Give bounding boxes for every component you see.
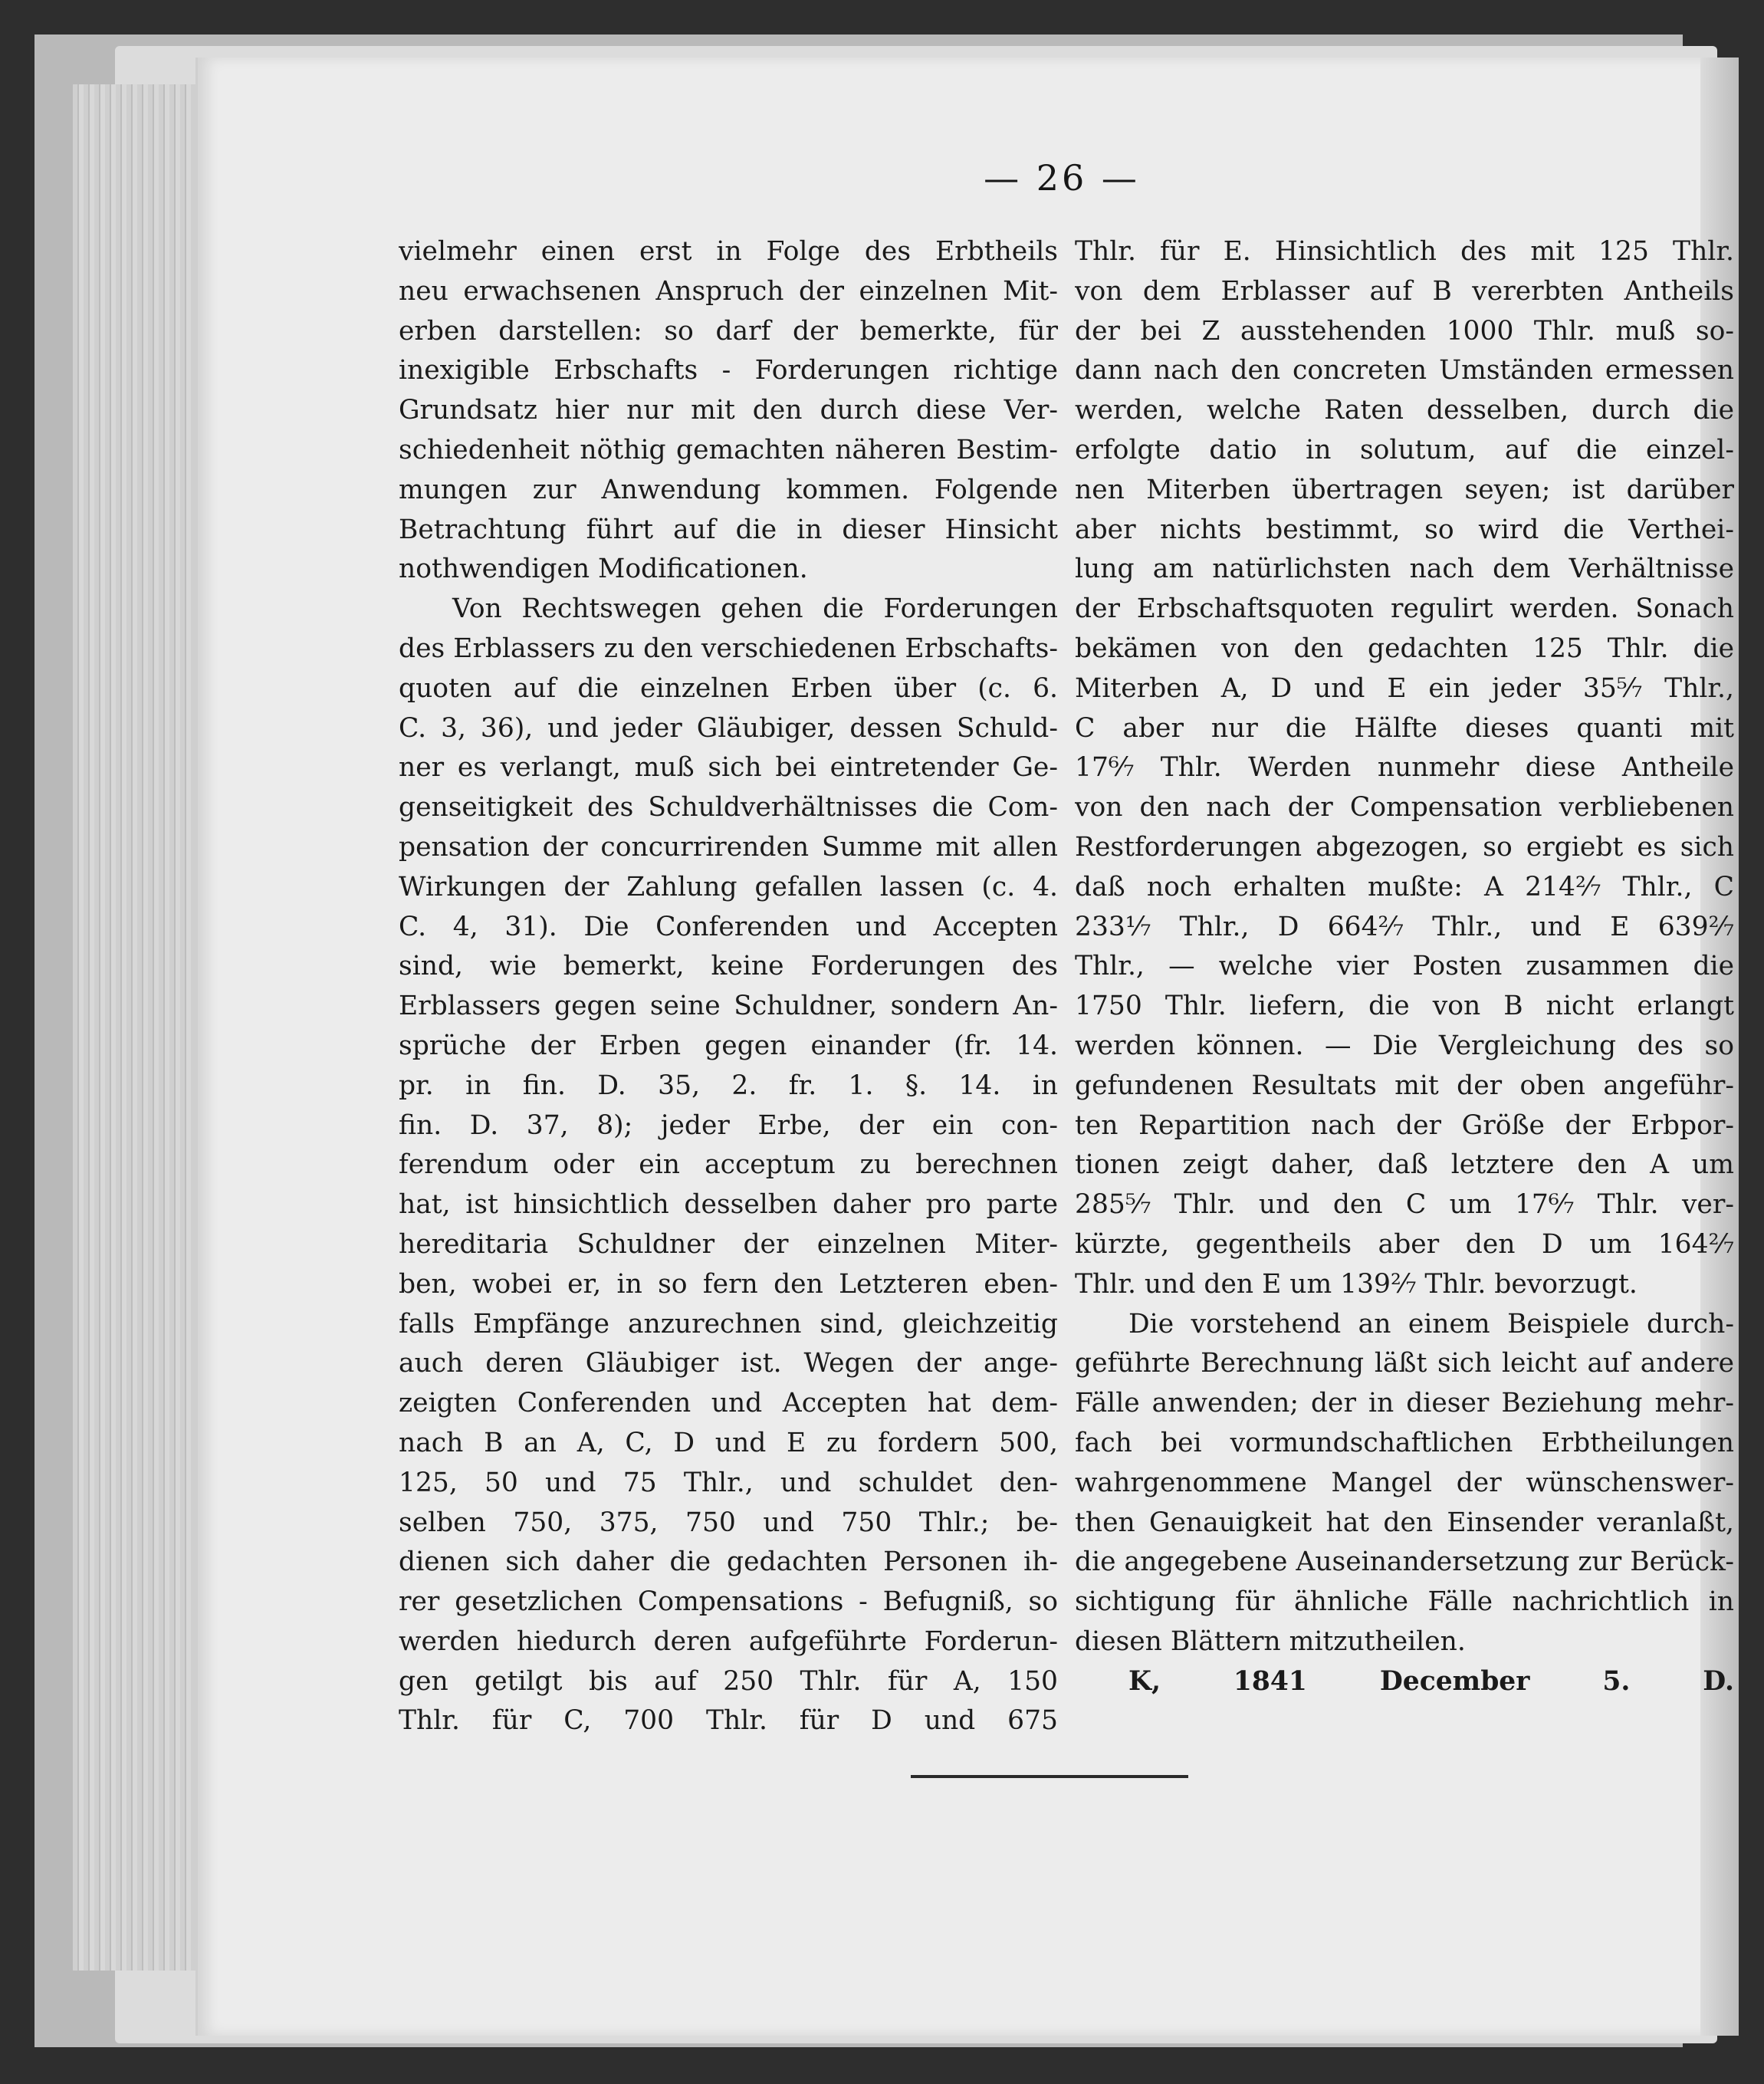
text-line: nen Miterben übertragen seyen; ist darüber [1075,474,1734,505]
text-line: sind, wie bemerkt, keine Forderungen des [399,951,1058,982]
text-line: genseitigkeit des Schuldverhältnisses die Com- [399,792,1058,823]
closing-rule [911,1775,1188,1778]
text-line: Die vorstehend an einem Beispiele durch- [1128,1308,1734,1339]
text-line: falls Empfänge anzurechnen sind, gleichzeitig [399,1308,1058,1339]
text-line: werden können. — Die Vergleichung des so [1075,1030,1734,1061]
text-line: werden, welche Raten desselben, durch die [1075,395,1734,426]
text-line: der bei Z ausstehenden 1000 Thlr. muß so- [1075,315,1734,347]
text-line: des Erblassers zu den verschiedenen Erbschafts- [399,633,1058,664]
text-line: Thlr. für C, 700 Thlr. für D und 675 [399,1705,1058,1737]
text-line: kürzte, gegentheils aber den D um 164²⁄₇ [1075,1228,1734,1260]
text-line: schiedenheit nöthig gemachten näheren Bestim- [399,434,1058,465]
text-line: sichtigung für ähnliche Fälle nachrichtlich in [1075,1586,1734,1618]
text-line: 285⁵⁄₇ Thlr. und den C um 17⁶⁄₇ Thlr. ver- [1075,1189,1734,1221]
text-line: gefundenen Resultats mit der oben angeführ- [1075,1070,1734,1101]
text-line: gen getilgt bis auf 250 Thlr. für A, 150 [399,1665,1058,1697]
text-line: pr. in fin. D. 35, 2. fr. 1. §. 14. in [399,1070,1058,1101]
text-line: Thlr. für E. Hinsichtlich des mit 125 Thlr. [1075,236,1734,267]
text-line: rer gesetzlichen Compensations - Befugniß, so [399,1586,1058,1618]
text-line: 1750 Thlr. liefern, die von B nicht erlangt [1075,991,1734,1022]
text-line: sprüche der Erben gegen einander (fr. 14. [399,1030,1058,1061]
text-line: von den nach der Compensation verbliebenen [1075,792,1734,823]
text-line: ben, wobei er, in so fern den Letzteren eben- [399,1268,1058,1300]
text-line: ten Repartition nach der Größe der Erbpor- [1075,1109,1734,1141]
text-line: lung am natürlichsten nach dem Verhältnisse [1075,554,1734,585]
text-line: nothwendigen Modificationen. [399,554,808,585]
text-line: pensation der concurrirenden Summe mit allen [399,831,1058,863]
text-line: Von Rechtswegen gehen die Forderungen [452,593,1058,625]
text-line: dann nach den concreten Umständen ermessen [1075,355,1734,386]
text-line: wahrgenommene Mangel der wünschenswer- [1075,1467,1734,1498]
text-line: erben darstellen: so darf der bemerkte, für [399,315,1058,347]
text-line: Fälle anwenden; der in dieser Beziehung mehr- [1075,1388,1734,1419]
text-line: von dem Erblasser auf B vererbten Antheils [1075,275,1734,307]
text-line: hereditaria Schuldner der einzelnen Miter- [399,1228,1058,1260]
text-line: C. 4, 31). Die Conferenden und Accepten [399,911,1058,942]
text-line: neu erwachsenen Anspruch der einzelnen Mit- [399,275,1058,307]
text-line: Wirkungen der Zahlung gefallen lassen (c. 4. [399,871,1058,902]
text-line: geführte Berechnung läßt sich leicht auf andere [1075,1348,1734,1379]
text-line: die angegebene Auseinandersetzung zur Berück- [1075,1547,1734,1578]
text-line: C. 3, 36), und jeder Gläubiger, dessen Schuld- [399,712,1058,744]
text-line: selben 750, 375, 750 und 750 Thlr.; be- [399,1507,1058,1538]
page-stack-edge [73,84,195,1971]
text-line: quoten auf die einzelnen Erben über (c. 6. [399,672,1058,704]
signature-line: K, 1841 December 5. D. [1128,1665,1734,1697]
text-line: Grundsatz hier nur mit den durch diese Ver- [399,395,1058,426]
text-line: 233¹⁄₇ Thlr., D 664²⁄₇ Thlr., und E 639²⁄₇ [1075,911,1734,942]
text-line: 125, 50 und 75 Thlr., und schuldet den- [399,1467,1058,1498]
text-line: C aber nur die Hälfte dieses quanti mit [1075,712,1734,744]
text-line: fin. D. 37, 8); jeder Erbe, der ein con- [399,1109,1058,1141]
text-line: diesen Blättern mitzutheilen. [1075,1625,1466,1657]
text-line: Erblassers gegen seine Schuldner, sondern An- [399,991,1058,1022]
text-line: Thlr., — welche vier Posten zusammen die [1075,951,1734,982]
text-line: ner es verlangt, muß sich bei eintretender Ge- [399,752,1058,784]
text-line: daß noch erhalten mußte: A 214²⁄₇ Thlr., C [1075,871,1734,902]
text-line: hat, ist hinsichtlich desselben daher pro parte [399,1189,1058,1221]
text-line: zeigten Conferenden und Accepten hat dem- [399,1388,1058,1419]
page-number: — 26 — [984,157,1140,199]
text-line: then Genauigkeit hat den Einsender veranlaßt, [1075,1507,1734,1538]
text-line: Miterben A, D und E ein jeder 35⁵⁄₇ Thlr., [1075,672,1734,704]
text-line: erfolgte datio in solutum, auf die einzel- [1075,434,1734,465]
text-line: Restforderungen abgezogen, so ergiebt es sich [1075,831,1734,863]
text-line: 17⁶⁄₇ Thlr. Werden nunmehr diese Antheile [1075,752,1734,784]
text-line: auch deren Gläubiger ist. Wegen der ange- [399,1348,1058,1379]
text-line: der Erbschaftsquoten regulirt werden. Sonach [1075,593,1734,625]
text-line: inexigible Erbschafts - Forderungen richtige [399,355,1058,386]
text-line: dienen sich daher die gedachten Personen ih- [399,1547,1058,1578]
text-line: vielmehr einen erst in Folge des Erbtheils [399,236,1058,267]
text-line: Betrachtung führt auf die in dieser Hinsicht [399,514,1058,545]
text-line: tionen zeigt daher, daß letztere den A um [1075,1149,1734,1181]
text-line: Thlr. und den E um 139²⁄₇ Thlr. bevorzugt. [1075,1268,1638,1300]
right-text-column [1075,232,1734,1701]
text-line: fach bei vormundschaftlichen Erbtheilungen [1075,1427,1734,1458]
text-line: aber nichts bestimmt, so wird die Verthei- [1075,514,1734,545]
text-line: ferendum oder ein acceptum zu berechnen [399,1149,1058,1181]
text-line: mungen zur Anwendung kommen. Folgende [399,474,1058,505]
left-text-column [399,232,1058,1741]
text-line: werden hiedurch deren aufgeführte Forderun- [399,1625,1058,1657]
text-line: bekämen von den gedachten 125 Thlr. die [1075,633,1734,664]
text-line: nach B an A, C, D und E zu fordern 500, [399,1427,1058,1458]
